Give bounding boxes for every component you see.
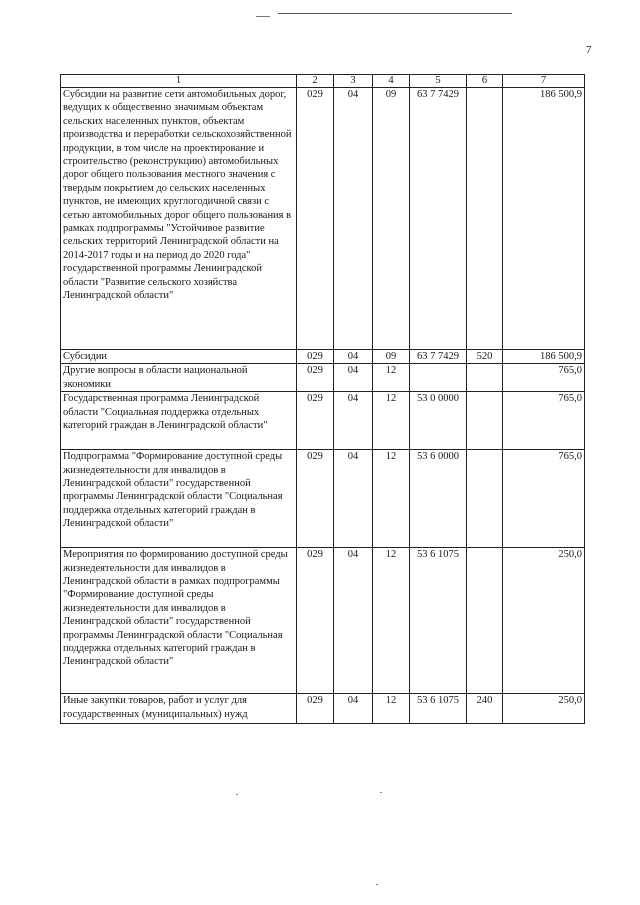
row-name: Государственная программа Ленинградской области "Социальная поддержка отдельных категорий граждан в Ленинградской области" <box>61 392 297 450</box>
scan-mark-line <box>278 13 512 14</box>
row-col4: 12 <box>373 450 410 548</box>
scan-speck <box>380 792 382 793</box>
scan-speck <box>376 884 378 885</box>
row-col6: 240 <box>467 694 503 724</box>
row-col4: 12 <box>373 392 410 450</box>
scan-speck <box>236 794 238 795</box>
table-row <box>61 694 585 724</box>
row-col6: 520 <box>467 350 503 364</box>
row-col3: 04 <box>334 450 373 548</box>
row-col2: 029 <box>297 694 334 724</box>
row-name: Иные закупки товаров, работ и услуг для государственных (муниципальных) нужд <box>61 694 297 724</box>
page-number: 7 <box>586 44 592 56</box>
row-col7: 765,0 <box>503 450 585 548</box>
row-name: Другие вопросы в области национальной экономики <box>61 364 297 392</box>
row-col5: 53 6 0000 <box>410 450 467 548</box>
row-col7: 250,0 <box>503 694 585 724</box>
row-col6 <box>467 392 503 450</box>
row-name: Подпрограмма "Формирование доступной среды жизнедеятельности для инвалидов в Ленинградской области" государственной программы Ленинградской области "Социальная поддержка отдельных категорий граждан в Ленинградской области" <box>61 450 297 548</box>
row-col6 <box>467 88 503 350</box>
row-col5: 53 6 1075 <box>410 548 467 694</box>
row-col2: 029 <box>297 548 334 694</box>
row-col3: 04 <box>334 350 373 364</box>
header-cell: 4 <box>373 75 410 88</box>
row-col2: 029 <box>297 450 334 548</box>
row-col7: 765,0 <box>503 392 585 450</box>
table-row <box>61 364 585 392</box>
scan-mark-short <box>256 16 270 17</box>
table-row <box>61 350 585 364</box>
row-name: Субсидии на развитие сети автомобильных дорог, ведущих к общественно значимым объектам сельских населенных пунктов, объектам производства и переработки сельскохозяйственной продукции, в том числе на проектирование и строительство (реконструкцию) автомобильных дорог общего пользования местного значения с твердым покрытием до сельских населенных пунктов, не имеющих круглогодичной связи с сетью автомобильных дорог общего пользования в рамках подпрограммы "Устойчивое развитие сельских территорий Ленинградской области на 2014-2017 годы и на период до 2020 года" государственной программы Ленинградской области "Развитие сельского хозяйства Ленинградской области" <box>61 88 297 350</box>
row-col5: 63 7 7429 <box>410 350 467 364</box>
header-cell: 1 <box>61 75 297 88</box>
row-col7: 186 500,9 <box>503 88 585 350</box>
row-col4: 12 <box>373 694 410 724</box>
row-col6 <box>467 364 503 392</box>
row-col5: 63 7 7429 <box>410 88 467 350</box>
row-col2: 029 <box>297 88 334 350</box>
table-header-row <box>61 75 585 88</box>
row-col2: 029 <box>297 392 334 450</box>
table-row <box>61 88 585 350</box>
row-col7: 186 500,9 <box>503 350 585 364</box>
row-col4: 12 <box>373 548 410 694</box>
row-col3: 04 <box>334 88 373 350</box>
row-col3: 04 <box>334 548 373 694</box>
row-name: Мероприятия по формированию доступной среды жизнедеятельности для инвалидов в Ленинградской области в рамках подпрограммы "Формирование доступной среды жизнедеятельности для инвалидов в Ленинградской области" государственной программы Ленинградской области "Социальная поддержка отдельных категорий граждан в Ленинградской области" <box>61 548 297 694</box>
row-col3: 04 <box>334 392 373 450</box>
row-col3: 04 <box>334 364 373 392</box>
header-cell: 5 <box>410 75 467 88</box>
row-col4: 09 <box>373 88 410 350</box>
header-cell: 7 <box>503 75 585 88</box>
row-col2: 029 <box>297 350 334 364</box>
header-cell: 6 <box>467 75 503 88</box>
header-cell: 3 <box>334 75 373 88</box>
row-col7: 250,0 <box>503 548 585 694</box>
table-row <box>61 392 585 450</box>
row-col2: 029 <box>297 364 334 392</box>
budget-table <box>60 74 585 724</box>
row-col5: 53 0 0000 <box>410 392 467 450</box>
row-name: Субсидии <box>61 350 297 364</box>
row-col7: 765,0 <box>503 364 585 392</box>
row-col5: 53 6 1075 <box>410 694 467 724</box>
row-col3: 04 <box>334 694 373 724</box>
row-col4: 12 <box>373 364 410 392</box>
row-col5 <box>410 364 467 392</box>
row-col6 <box>467 548 503 694</box>
table-row <box>61 548 585 694</box>
row-col4: 09 <box>373 350 410 364</box>
header-cell: 2 <box>297 75 334 88</box>
row-col6 <box>467 450 503 548</box>
table-row <box>61 450 585 548</box>
